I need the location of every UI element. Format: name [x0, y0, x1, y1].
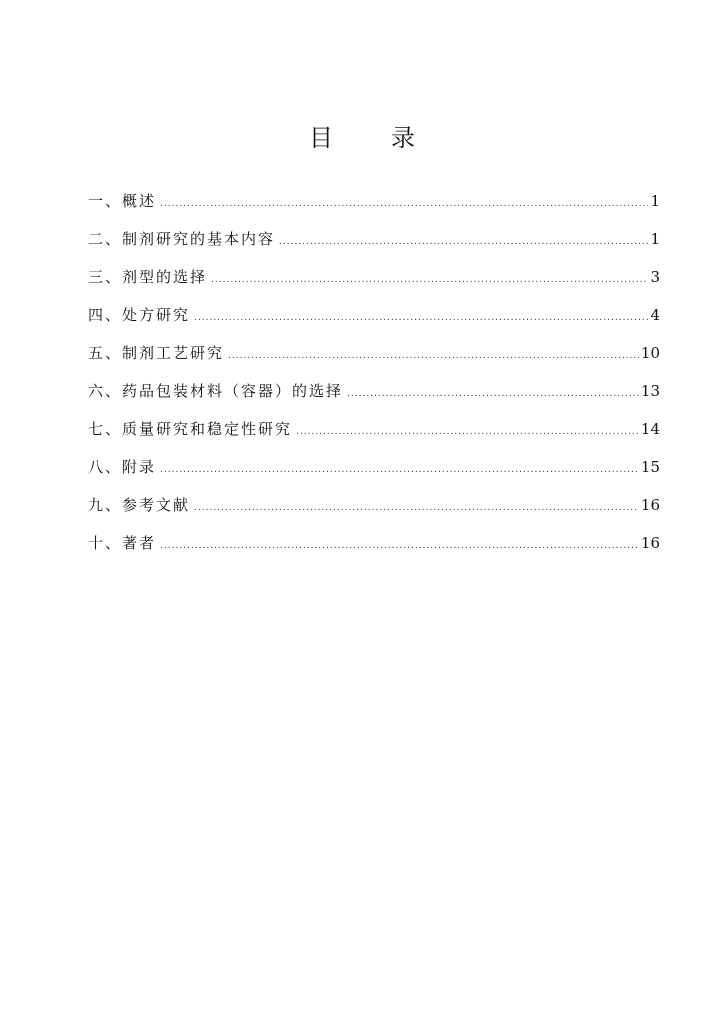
toc-label: 六、药品包装材料（容器）的选择	[88, 382, 344, 400]
toc-leader-dots	[194, 497, 639, 519]
toc-leader-dots	[160, 459, 639, 481]
toc-entry-8[interactable]	[88, 456, 660, 494]
toc-page-number: 4	[650, 306, 660, 324]
table-of-contents	[88, 190, 660, 570]
toc-page-number: 14	[640, 420, 660, 438]
toc-page-number: 16	[640, 496, 660, 514]
toc-page-number: 1	[650, 192, 660, 210]
toc-leader-dots	[279, 231, 648, 253]
page-title	[0, 118, 724, 153]
toc-label: 五、制剂工艺研究	[88, 344, 225, 362]
toc-label: 一、概述	[88, 192, 157, 210]
toc-leader-dots	[160, 535, 639, 557]
toc-page-number: 3	[650, 268, 660, 286]
toc-leader-dots	[296, 421, 639, 443]
toc-entry-2[interactable]	[88, 228, 660, 266]
toc-page-number: 16	[640, 534, 660, 552]
toc-page-number: 1	[650, 230, 660, 248]
toc-label: 二、制剂研究的基本内容	[88, 230, 276, 248]
toc-page-number: 13	[640, 382, 660, 400]
toc-leader-dots	[211, 269, 648, 291]
toc-entry-1[interactable]	[88, 190, 660, 228]
toc-page-number: 10	[640, 344, 660, 362]
toc-label: 三、剂型的选择	[88, 268, 208, 286]
toc-leader-dots	[347, 383, 639, 405]
title-char-1: 目	[309, 124, 333, 152]
toc-entry-9[interactable]	[88, 494, 660, 532]
toc-label: 八、附录	[88, 458, 157, 476]
toc-entry-10[interactable]	[88, 532, 660, 570]
toc-leader-dots	[228, 345, 639, 367]
toc-leader-dots	[160, 193, 648, 215]
toc-label: 十、著者	[88, 534, 157, 552]
toc-label: 九、参考文献	[88, 496, 191, 514]
toc-label: 七、质量研究和稳定性研究	[88, 420, 293, 438]
title-char-2: 录	[391, 124, 415, 152]
toc-entry-5[interactable]	[88, 342, 660, 380]
toc-entry-3[interactable]	[88, 266, 660, 304]
toc-entry-6[interactable]	[88, 380, 660, 418]
toc-label: 四、处方研究	[88, 306, 191, 324]
toc-leader-dots	[194, 307, 648, 329]
toc-entry-7[interactable]	[88, 418, 660, 456]
toc-page-number: 15	[640, 458, 660, 476]
toc-entry-4[interactable]	[88, 304, 660, 342]
